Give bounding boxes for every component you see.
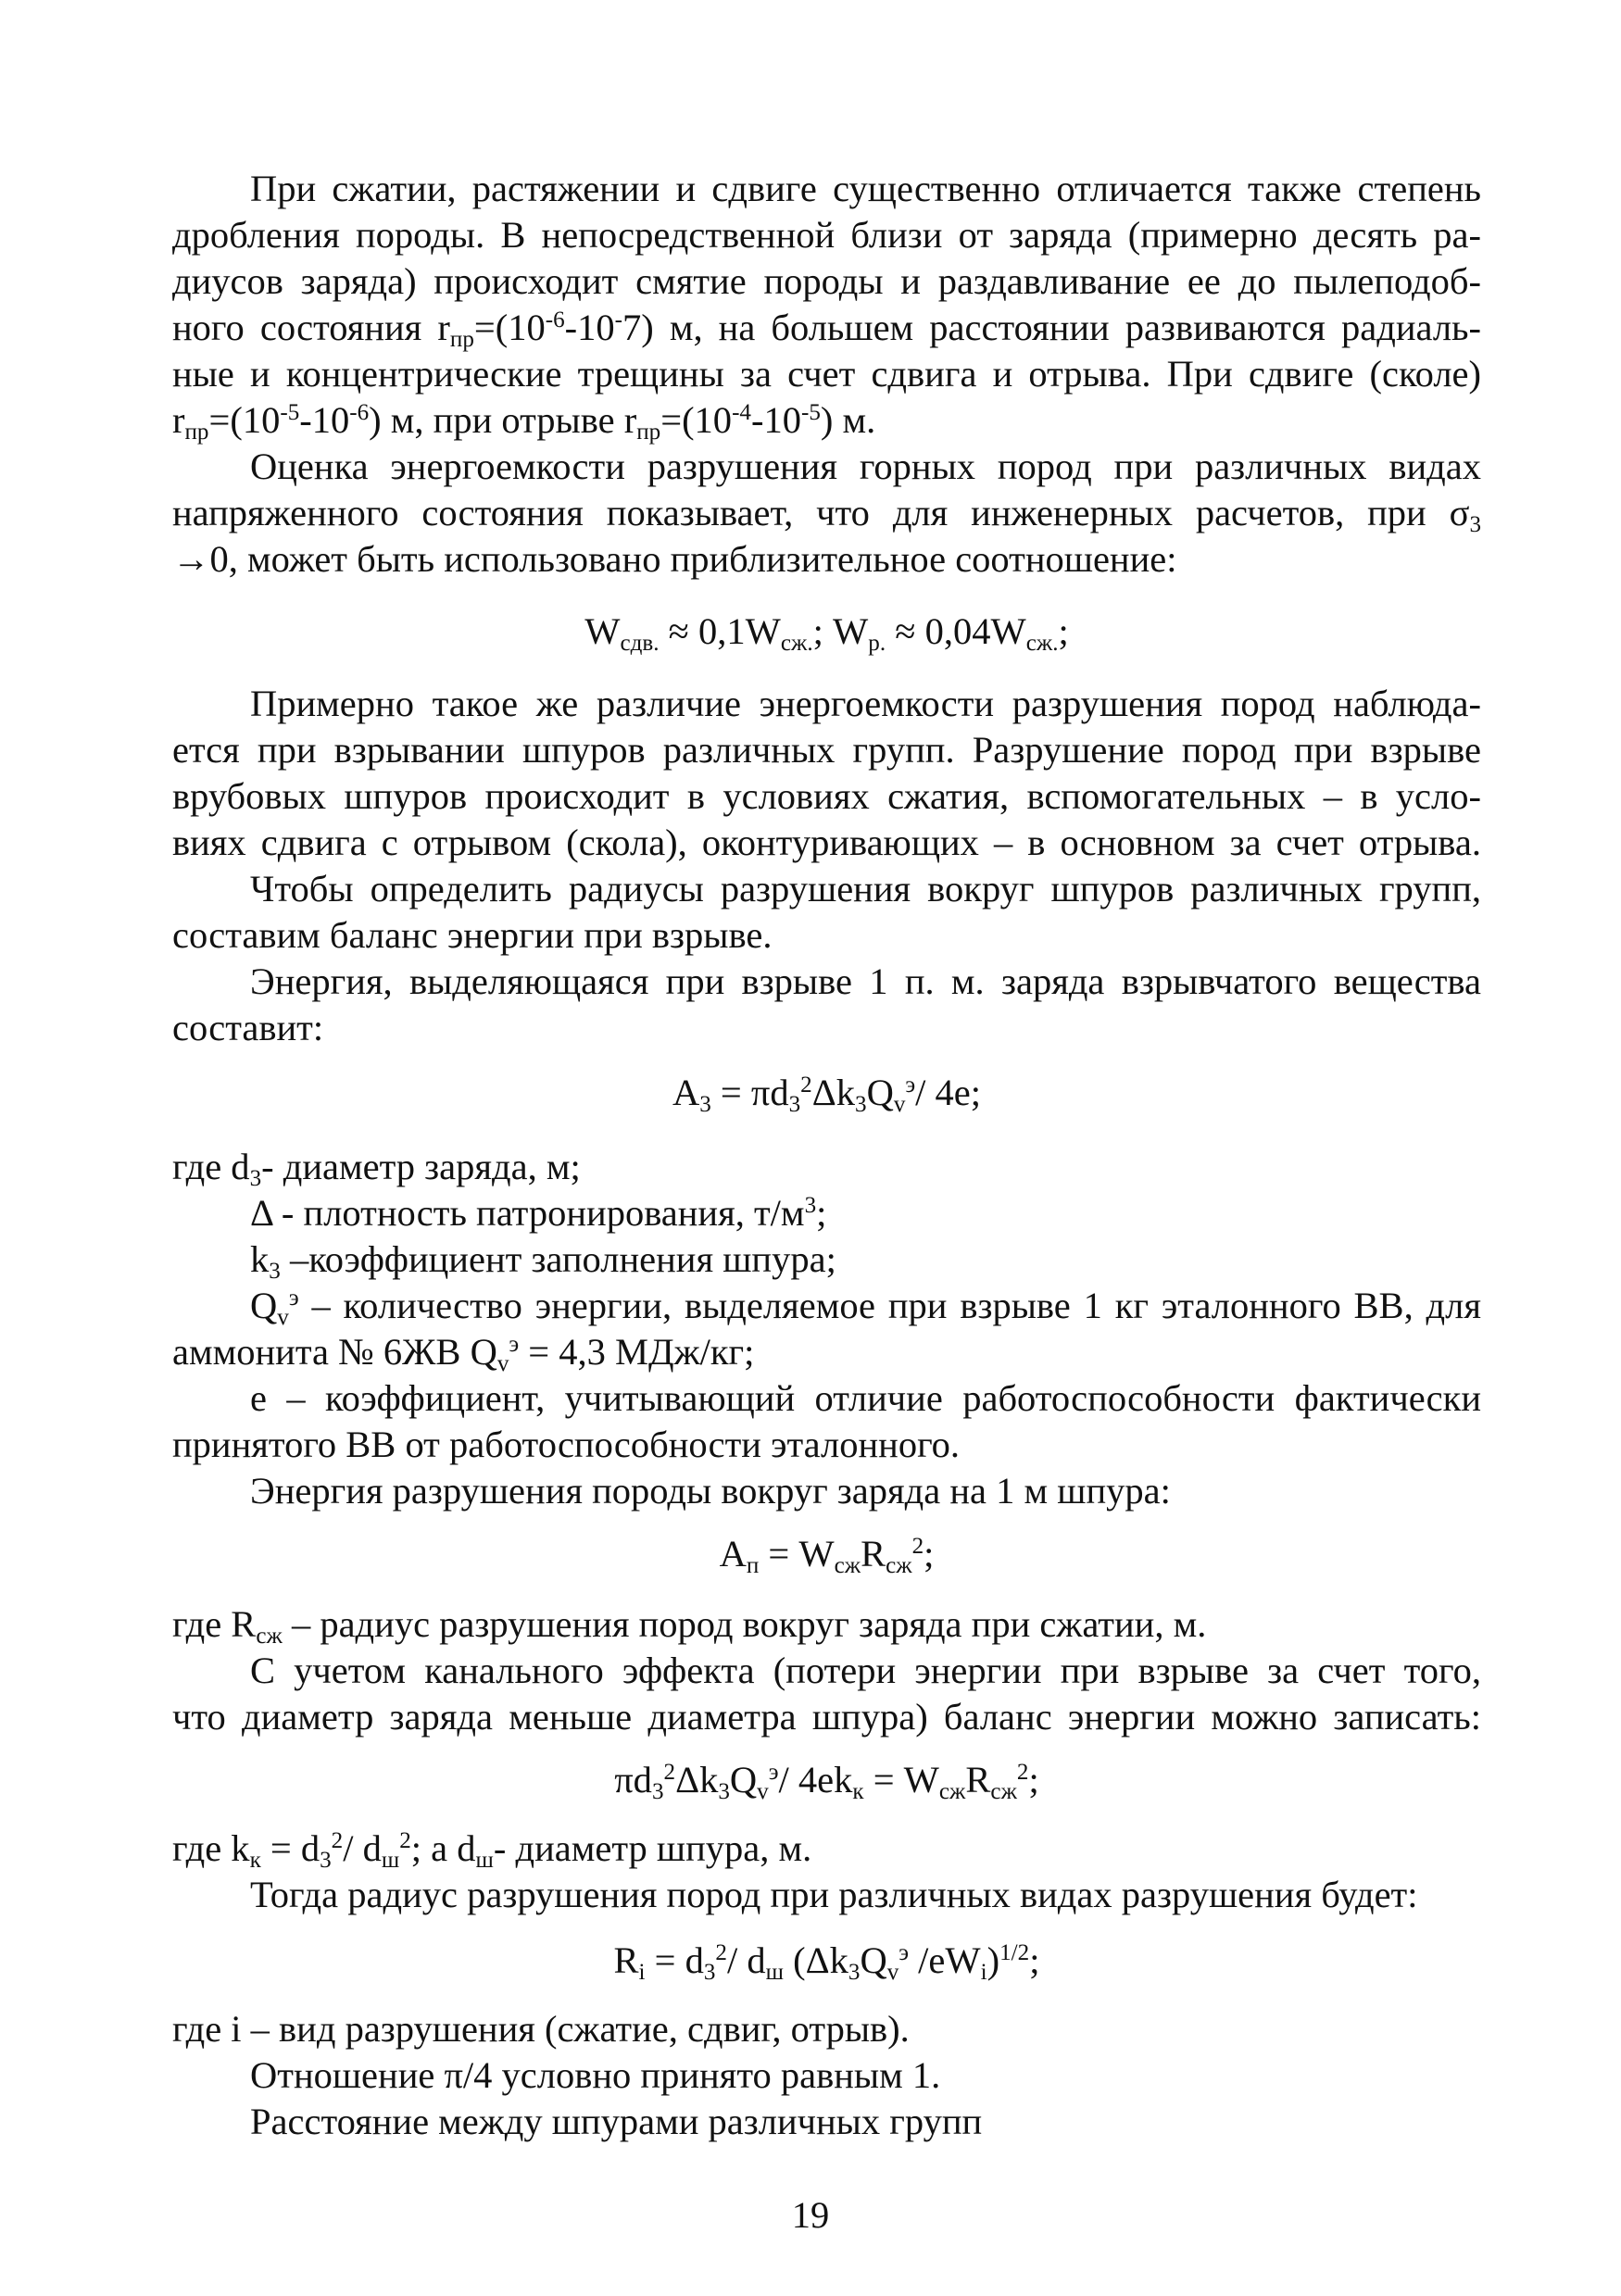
text-line: где $d_3-$ диаметр заряда, м;	[172, 1146, 581, 1192]
text-line: составим баланс энергии при взрыве.	[172, 914, 773, 956]
text-line: Энергия, выделяющаяся при взрыве 1 п. м. заряда взрывчатого вещества	[250, 960, 1481, 1002]
formula: $R_i = d_3^2/$ $d_ш$ ($\Delta k_3Q_v^э$ $/eW_i)^{1/2}$;	[613, 1939, 1040, 1986]
text-line: где i – вид разрушения (сжатие, сдвиг, отрыв).	[172, 2008, 910, 2050]
text-line: что диаметр заряда меньше диаметра шпура) баланс энергии можно записать:	[172, 1696, 1481, 1738]
text-line: Примерно такое же различие энергоемкости разрушения пород наблюда-	[250, 683, 1481, 724]
text-line: Δ - плотность патронирования, $т/м^3$;	[250, 1192, 827, 1234]
text-line: е – коэффициент, учитывающий отличие работоспособности фактически	[250, 1377, 1481, 1419]
text-line: →0, может быть использовано приблизительное соотношение:	[172, 538, 1177, 580]
text-line: $r_{пр}=(10^{-5}-10^{-6})$ м, при отрыве $r_{пр}=(10^{-4}-10^{-5})$ м.	[172, 399, 876, 445]
text-line: Расстояние между шпурами различных групп	[250, 2101, 983, 2142]
text-line: напряженного состояния показывает, что для инженерных расчетов, при $\sigma_3$	[172, 492, 1481, 538]
text-line: Отношение π/4 условно принято равным 1.	[250, 2054, 941, 2096]
text-line: диусов заряда) происходит смятие породы и раздавливание ее до пылеподоб-	[172, 260, 1481, 302]
text-line: принятого ВВ от работоспособности эталонного.	[172, 1424, 961, 1465]
formula: $W_{сдв.} \approx 0,1W_{сж.}$; $W_{р.} \approx 0,04W_{сж.}$;	[584, 610, 1069, 657]
text-line: дробления породы. В непосредственной близи от заряда (примерно десять ра-	[172, 214, 1481, 256]
text-line: ется при взрывании шпуров различных групп. Разрушение пород при взрыве	[172, 729, 1481, 771]
formula: $A_3 = \pi d_3^2\Delta k_3Q_v^э/$ 4e;	[672, 1072, 982, 1118]
text-line: $Q_v^э$ – количество энергии, выделяемое при взрыве 1 кг эталонного ВВ, для	[250, 1285, 1481, 1331]
text-line: составит:	[172, 1007, 324, 1048]
text-line: Чтобы определить радиусы разрушения вокруг шпуров различных групп,	[250, 868, 1481, 910]
text-line: аммонита № 6ЖВ $Q_v^э = 4,3$ МДж/кг;	[172, 1331, 755, 1377]
text-line: Оценка энергоемкости разрушения горных пород при различных видах	[250, 445, 1481, 487]
text-line: где $k_к = d_3^2/$ $d_ш^2$; а $d_ш-$ диаметр шпура, м.	[172, 1827, 812, 1874]
text-line: виях сдвига с отрывом (скола), оконтуривающих – в основном за счет отрыва.	[172, 822, 1481, 863]
page-number: 19	[791, 2194, 830, 2236]
text-line: где $R_{сж}$ – радиус разрушения пород вокруг заряда при сжатии, м.	[172, 1603, 1207, 1650]
text-line: С учетом канального эффекта (потери энергии при взрыве за счет того,	[250, 1650, 1481, 1691]
formula: $\pi d_3^2\Delta k_3Q_v^э/$ $4ek_к = W_{сж}R_{сж}^2$;	[614, 1759, 1039, 1805]
text-line: $k_3$ –коэффициент заполнения шпура;	[250, 1238, 836, 1285]
text-line: Энергия разрушения породы вокруг заряда на 1 м шпура:	[250, 1470, 1171, 1512]
text-line: Тогда радиус разрушения пород при различных видах разрушения будет:	[250, 1874, 1418, 1915]
text-line: врубовых шпуров происходит в условиях сжатия, вспомогательных – в усло-	[172, 775, 1481, 817]
formula: $A_п = W_{сж}R_{сж}^2$;	[719, 1533, 935, 1579]
text-line: При сжатии, растяжении и сдвиге существенно отличается также степень	[250, 168, 1481, 209]
text-line: ного состояния $r_{пр}=(10^{-6}-10^-7)$ м, на большем расстоянии развиваются радиаль-	[172, 307, 1481, 353]
text-line: ные и концентрические трещины за счет сдвига и отрыва. При сдвиге (сколе)	[172, 353, 1481, 395]
